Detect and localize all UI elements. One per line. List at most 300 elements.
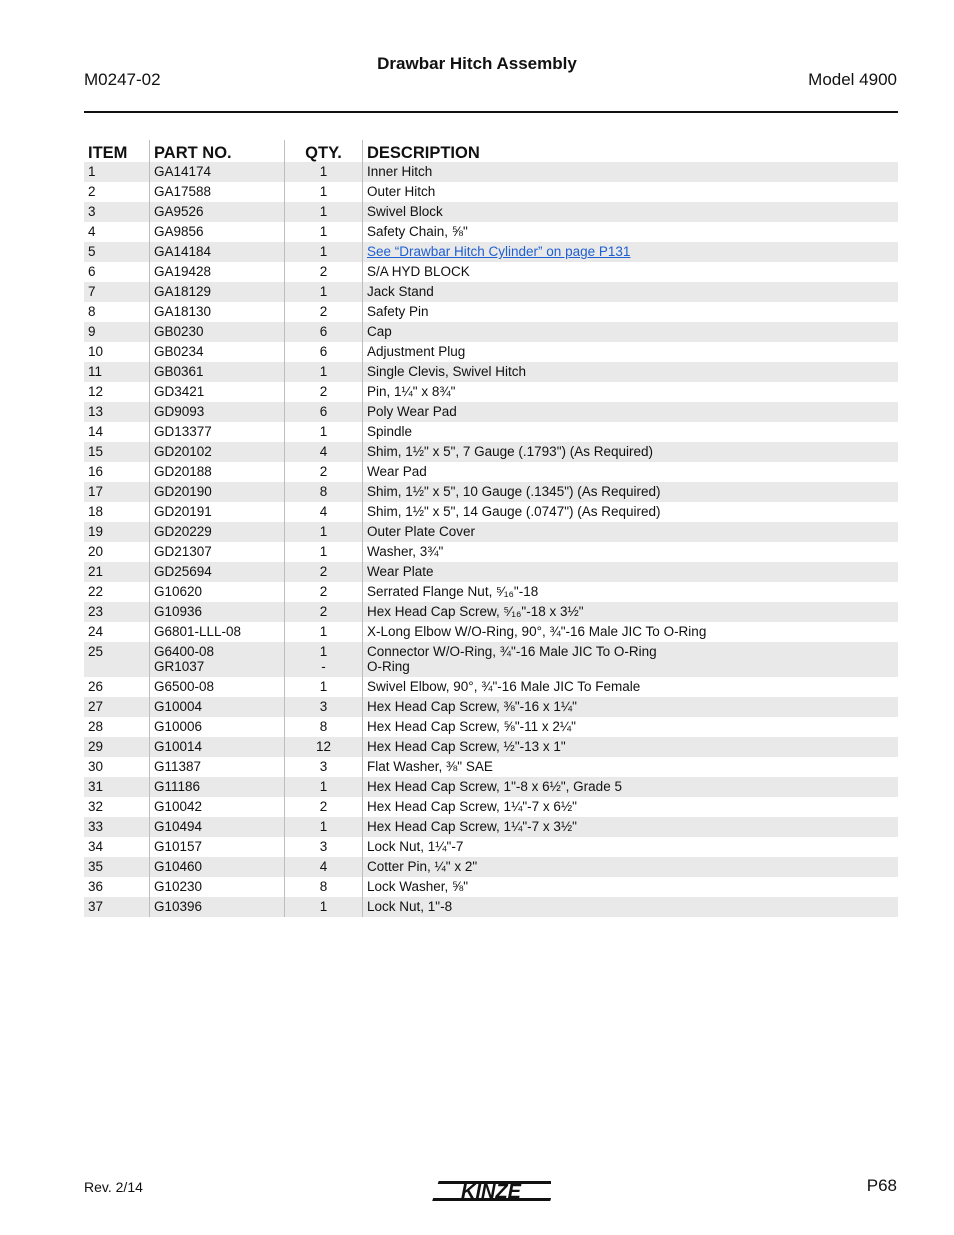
cell-description [363,757,899,777]
cell-item-text: 20 [88,544,104,559]
cell-part-no [150,422,285,442]
cell-description [363,282,899,302]
cell-part-no [150,717,285,737]
cell-qty [285,322,363,342]
cell-part-no [150,582,285,602]
cell-part-no [150,817,285,837]
cell-part-no [150,877,285,897]
cell-description-text: Lock Washer, ⅝" [367,879,469,894]
cell-qty-text: 8 [319,484,328,499]
cell-item-text: 6 [88,264,96,279]
table-row [84,717,898,737]
cell-part-no [150,202,285,222]
cell-qty [285,757,363,777]
table-row [84,562,898,582]
cell-qty-text: 1 [319,424,328,439]
cell-part-no [150,777,285,797]
cell-description-text: Wear Plate [367,564,434,579]
cell-part-no [150,362,285,382]
cell-item [84,302,150,322]
cell-qty-text: 2 [319,264,328,279]
cell-item [84,837,150,857]
table-row [84,242,898,262]
col-header-qty: QTY. [285,140,363,162]
cell-part-no-text: GD25694 [154,564,212,579]
cell-description-text: Spindle [367,424,413,439]
cell-part-no-text: GA17588 [154,184,212,199]
cell-part-no [150,622,285,642]
cell-part-no-text: GA9526 [154,204,204,219]
cell-qty-text: 8 [319,719,328,734]
cell-item-text: 18 [88,504,104,519]
cell-qty-text: 1 [319,184,328,199]
cell-description-text: Pin, 1¼" x 8¾" [367,384,456,399]
cell-qty [285,262,363,282]
cell-description-text: Adjustment Plug [367,344,466,359]
cell-description-text: Shim, 1½" x 5", 10 Gauge (.1345") (As Required) [367,484,661,499]
cell-description [363,322,899,342]
cell-part-no [150,302,285,322]
cell-description-text: Wear Pad [367,464,427,479]
table-row [84,202,898,222]
table-row [84,582,898,602]
table-row [84,542,898,562]
header-divider [84,111,898,113]
cell-qty [285,462,363,482]
table-row [84,482,898,502]
table-row [84,697,898,717]
cell-item-text: 32 [88,799,104,814]
table-row [84,462,898,482]
table-row [84,382,898,402]
cell-part-no [150,697,285,717]
table-row [84,322,898,342]
cell-part-no-text: GA14174 [154,164,212,179]
cell-item-text: 16 [88,464,104,479]
cell-part-no [150,402,285,422]
cell-item-text: 9 [88,324,96,339]
cell-description [363,602,899,622]
cell-qty [285,737,363,757]
cell-description-text: Serrated Flange Nut, ⁵⁄₁₆"-18 [367,584,539,599]
cell-item [84,522,150,542]
cell-part-no [150,182,285,202]
cell-description-text: Poly Wear Pad [367,404,457,419]
cell-description [363,342,899,362]
cell-item-text: 3 [88,204,96,219]
cell-item [84,757,150,777]
cell-part-no [150,322,285,342]
cell-qty-text: 12 [315,739,332,754]
cell-item [84,717,150,737]
cell-description [363,522,899,542]
cell-description-text: Hex Head Cap Screw, ⅜"-16 x 1¼" [367,699,577,714]
cell-part-no [150,757,285,777]
cell-part-no-text: GA9856 [154,224,204,239]
cell-item-text: 29 [88,739,104,754]
cell-description-text: Shim, 1½" x 5", 14 Gauge (.0747") (As Required) [367,504,661,519]
cell-item [84,677,150,697]
cell-description [363,162,899,182]
table-row [84,837,898,857]
cell-item [84,462,150,482]
col-header-part-no: PART NO. [150,140,285,162]
cell-qty-text: 2 [319,384,328,399]
cell-qty [285,677,363,697]
cell-part-no-text: G10460 [154,859,203,874]
cell-qty-text: 1 [319,164,328,179]
cell-part-no [150,282,285,302]
cell-item-text: 35 [88,859,104,874]
cell-item [84,202,150,222]
cell-item-text: 24 [88,624,104,639]
cell-qty [285,442,363,462]
cell-description [363,717,899,737]
cell-qty-text: 1 [319,624,328,639]
cell-qty [285,402,363,422]
cell-description [363,362,899,382]
cell-part-no-text: GD20229 [154,524,212,539]
cell-item [84,482,150,502]
cell-part-no-text: G10014 [154,739,203,754]
cell-description [363,857,899,877]
cell-item [84,857,150,877]
cell-qty [285,897,363,917]
cell-part-no-text: GD21307 [154,544,212,559]
cell-qty [285,797,363,817]
cell-part-no [150,162,285,182]
cell-item-text: 31 [88,779,104,794]
cell-qty-text: 1 [319,899,328,914]
cell-item [84,402,150,422]
parts-table [84,140,898,917]
logo-wordmark: KINZE [461,1181,521,1203]
cell-description-text: Swivel Elbow, 90°, ¾"-16 Male JIC To Female [367,679,641,694]
table-row [84,677,898,697]
cell-part-no [150,462,285,482]
table-row [84,622,898,642]
table-header-row [84,140,898,162]
cell-item [84,877,150,897]
cell-part-no [150,222,285,242]
cell-description-text: Hex Head Cap Screw, 1¼"-7 x 6½" [367,799,577,814]
cell-part-no-text: GD3421 [154,384,205,399]
cell-part-no [150,737,285,757]
cell-item [84,382,150,402]
cell-qty [285,282,363,302]
col-header-description: DESCRIPTION [363,140,899,162]
cell-qty-text: 6 [319,404,328,419]
table-row [84,402,898,422]
cell-qty [285,602,363,622]
cell-description [363,697,899,717]
cell-item [84,897,150,917]
parts-table-body [84,162,898,917]
cell-description-text: Washer, 3¾" [367,544,444,559]
cell-qty-text: 2 [319,564,328,579]
cell-qty [285,857,363,877]
cell-description-text: Lock Nut, 1¼"-7 [367,839,464,854]
table-row [84,182,898,202]
cell-description [363,222,899,242]
cell-part-no-text-2: GR1037 [154,659,205,674]
cell-description [363,422,899,442]
cell-item [84,162,150,182]
cell-description [363,897,899,917]
cell-item-text: 33 [88,819,104,834]
kinze-logo [431,1177,551,1205]
cell-part-no [150,242,285,262]
cell-item-text: 22 [88,584,104,599]
cell-part-no-text: G6500-08 [154,679,215,694]
cell-item-text: 17 [88,484,104,499]
cell-qty-text: 3 [319,699,328,714]
table-row [84,757,898,777]
cell-part-no-text: G10042 [154,799,203,814]
cell-part-no-text: G6400-08 [154,644,215,659]
cell-item [84,817,150,837]
cell-part-no-text: GD20190 [154,484,212,499]
cell-qty [285,522,363,542]
cell-description [363,737,899,757]
cell-qty [285,502,363,522]
table-row [84,877,898,897]
cell-item-text: 2 [88,184,96,199]
cell-item-text: 25 [88,644,104,659]
cell-item [84,777,150,797]
cell-qty-text: 1 [319,224,328,239]
cell-description [363,202,899,222]
cell-qty [285,342,363,362]
cell-description [363,582,899,602]
cell-item [84,502,150,522]
cell-item-text: 13 [88,404,104,419]
cell-part-no-text: GB0230 [154,324,204,339]
cell-description [363,622,899,642]
cell-qty-text: 4 [319,859,328,874]
cell-description [363,262,899,282]
cell-description-text: Cap [367,324,392,339]
cell-part-no-text: G10396 [154,899,203,914]
cell-description [363,817,899,837]
cell-description-text: Outer Hitch [367,184,436,199]
cell-item [84,622,150,642]
cell-item-text: 15 [88,444,104,459]
cell-description-text-2: O-Ring [367,659,410,674]
table-row [84,362,898,382]
table-row [84,857,898,877]
cell-part-no-text: G10006 [154,719,203,734]
cell-part-no-text: GA14184 [154,244,212,259]
cell-item [84,582,150,602]
cell-part-no-text: G10620 [154,584,203,599]
cell-qty [285,562,363,582]
cell-part-no-text: GA18130 [154,304,212,319]
cell-qty-text: 1 [319,364,328,379]
cell-item [84,422,150,442]
cell-qty [285,302,363,322]
cell-item-text: 28 [88,719,104,734]
cell-qty-text: 3 [319,839,328,854]
cell-description-text: Hex Head Cap Screw, 1¼"-7 x 3½" [367,819,577,834]
cell-qty-text: 2 [319,584,328,599]
cell-description [363,797,899,817]
cell-part-no-text: GA19428 [154,264,212,279]
cell-description-text: Hex Head Cap Screw, ⁵⁄₁₆"-18 x 3½" [367,604,584,619]
table-row [84,342,898,362]
cell-item [84,362,150,382]
cell-item-text: 7 [88,284,96,299]
table-row [84,642,898,677]
cell-description-text: Single Clevis, Swivel Hitch [367,364,527,379]
cell-qty [285,482,363,502]
cell-qty-text: 4 [319,504,328,519]
cell-part-no-text: GB0234 [154,344,204,359]
cell-item-text: 14 [88,424,104,439]
cell-part-no [150,677,285,697]
cell-qty-text: 1 [319,679,328,694]
cell-part-no [150,502,285,522]
cell-item-text: 5 [88,244,96,259]
cell-description-text: Cotter Pin, ¼" x 2" [367,859,478,874]
cell-description [363,777,899,797]
cell-item-text: 1 [88,164,96,179]
doc-number: M0247-02 [84,70,161,89]
table-row [84,422,898,442]
cell-qty-text: 8 [319,879,328,894]
table-row [84,442,898,462]
cell-qty-text: 1 [319,644,328,659]
cell-description [363,542,899,562]
cell-description-text: Safety Chain, ⅝" [367,224,468,239]
cell-part-no-text: GD20191 [154,504,212,519]
cell-description-text: Hex Head Cap Screw, ½"-13 x 1" [367,739,566,754]
cell-item-text: 27 [88,699,104,714]
cell-item [84,262,150,282]
cell-description [363,502,899,522]
cell-part-no-text: G11387 [154,759,202,774]
cell-part-no [150,837,285,857]
cell-description [363,677,899,697]
cell-qty-text: 1 [319,819,328,834]
cell-description [363,402,899,422]
cell-part-no [150,602,285,622]
cell-item [84,242,150,262]
cell-qty-text: 1 [319,284,328,299]
cell-qty [285,837,363,857]
cell-item-text: 4 [88,224,96,239]
cell-description-text: Hex Head Cap Screw, 1"-8 x 6½", Grade 5 [367,779,622,794]
cell-item [84,797,150,817]
table-row [84,817,898,837]
cell-item [84,602,150,622]
cell-qty [285,642,363,677]
cell-description-text: Connector W/O-Ring, ¾"-16 Male JIC To O-Ring [367,644,657,659]
cell-item [84,737,150,757]
cell-item-text: 21 [88,564,104,579]
cell-description [363,562,899,582]
cell-description-link-text[interactable]: See “Drawbar Hitch Cylinder” on page P131 [367,244,631,259]
cell-qty [285,542,363,562]
cell-item-text: 23 [88,604,104,619]
cell-qty [285,582,363,602]
cell-item-text: 8 [88,304,96,319]
cell-description [363,642,899,677]
cell-qty [285,162,363,182]
table-row [84,897,898,917]
cell-description-text: Shim, 1½" x 5", 7 Gauge (.1793") (As Required) [367,444,654,459]
cell-item-text: 11 [88,364,103,379]
cell-part-no-text: GD20188 [154,464,212,479]
cell-description [363,442,899,462]
cell-part-no-text: G10004 [154,699,203,714]
cell-part-no-text: GD13377 [154,424,212,439]
cell-item [84,222,150,242]
cell-description [363,462,899,482]
cell-part-no-text: GD20102 [154,444,212,459]
table-row [84,522,898,542]
cell-item-text: 37 [88,899,104,914]
cell-part-no-text: GA18129 [154,284,212,299]
cell-item-text: 26 [88,679,104,694]
cell-part-no [150,262,285,282]
cell-qty-text: 2 [319,799,328,814]
cell-qty-text: 2 [319,464,328,479]
cell-item [84,642,150,677]
cell-part-no [150,562,285,582]
cell-part-no-text: GD9093 [154,404,205,419]
cell-part-no [150,442,285,462]
cell-part-no [150,482,285,502]
cell-description-text: Swivel Block [367,204,443,219]
cell-item-text: 10 [88,344,104,359]
cell-description-link [363,242,899,262]
cell-description-text: Lock Nut, 1"-8 [367,899,453,914]
cell-part-no [150,857,285,877]
cell-qty [285,622,363,642]
cell-qty [285,422,363,442]
cell-description [363,382,899,402]
cell-item-text: 19 [88,524,104,539]
revision-label: Rev. 2/14 [84,1179,143,1195]
cell-qty [285,382,363,402]
page-title: Drawbar Hitch Assembly [377,54,577,73]
cell-description [363,837,899,857]
cell-qty-text: 4 [319,444,328,459]
cell-item [84,697,150,717]
cell-description-text: Flat Washer, ⅜" SAE [367,759,493,774]
cell-qty-text: 6 [319,344,328,359]
cell-qty-text: 1 [319,544,328,559]
cell-description-text: X-Long Elbow W/O-Ring, 90°, ¾"-16 Male JIC To O-Ring [367,624,707,639]
cell-qty-text: 2 [319,304,328,319]
page-number: P68 [866,1176,897,1195]
cell-qty-text: 6 [319,324,328,339]
table-row [84,737,898,757]
cell-part-no [150,342,285,362]
table-row [84,302,898,322]
cell-part-no [150,797,285,817]
table-row [84,602,898,622]
table-row [84,502,898,522]
cell-qty-text: 1 [319,244,328,259]
cell-qty [285,877,363,897]
table-row [84,797,898,817]
cell-item [84,442,150,462]
cell-qty [285,242,363,262]
cell-part-no-text: G10494 [154,819,203,834]
cell-qty-text: 1 [319,524,328,539]
